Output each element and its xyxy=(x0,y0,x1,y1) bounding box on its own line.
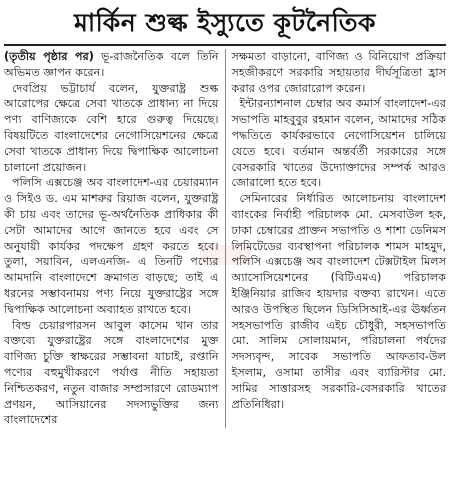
left-paragraph-2: দেবপ্রিয় ভট্টাচার্য বলেন, যুক্তরাষ্ট্র শুল্ক আরোপের ক্ষেত্রে সেবা খাতকে প্রাধান্য না দিয়ে পণ্য বাণিজ্যকে বেশি হারে গুরুত্ব দিয়েছে। বিষয়টিতে বাংলাদেশের নেগোসিয়েশনের ক্ষেত্রে সেবা খাতকে প্রাধান্য দিয়ে দ্বিপাক্ষিক আলোচনা চালানো প্রয়োজন। xyxy=(4,81,219,174)
column-divider xyxy=(225,49,226,428)
left-paragraph-3: পলিসি এক্সচেঞ্জ অব বাংলাদেশ-এর চেয়ারম্যান ও সিইও ড. এম মাশরুর রিয়াজ বলেন, যুক্তরাষ্ট্র কী চায় এবং তাদের ভূ-অর্থনৈতিক প্রাধিকার কী সেটা আমাদের আগে জানতে হবে এবং সে অনুযায়ী কার্যকর পদক্ষেপ গ্রহণ করতে হবে। তুলা, সয়াবিন, এলএনজি- এ তিনটি পণ্যের আমদানি বাংলাদেশে ক্রমাগত বাড়ছে; তাই এ ধরনের সম্ভাবনাময় পণ্য নিয়ে যুক্তরাষ্ট্রের সঙ্গে দ্বিপাক্ষিক আলোচনা অব্যাহত রাখতে হবে। xyxy=(4,176,219,316)
right-paragraph-3: সেমিনারের নির্ধারিত আলোচনায় বাংলাদেশ ব্যাংকের নির্বাহী পরিচালক মো. মেসবাউল হক, ঢাকা চেম্বারের প্রাক্তন সভাপতি ও শাশা ডেনিমস লিমিটেডের ব্যবস্থাপনা পরিচালক শামস মাহমুদ, পলিসি এক্সচেঞ্জ অব বাংলাদেশ টেক্সটাইল মিলস অ্যাসোসিয়েশনের (বিটিএমএ) পরিচালক ইঞ্জিনিয়ার রাজিব হায়দার বক্তব্য রাখেন। এতে আরও উপস্থিত ছিলেন ডিসিসিআই-এর ঊর্ধ্বতন সহসভাপতি রাজীব এইচ চৌধুরী, সহসভাপতি মো. সালিম সোলায়মান, পরিচালনা পর্ষদের সদস্যবৃন্দ, সাবেক সভাপতি আফতাব-উল ইসলাম, ওসামা তাসীর এবং ব্যারিস্টার মো. সামির সাত্তারসহ সরকারি-বেসরকারি খাতের প্রতিনিধিরা। xyxy=(231,192,447,411)
left-p1-text: ভূ-রাজনৈতিক বলে তিনি অভিমত জ্ঞাপন করেন। xyxy=(4,50,219,79)
article-columns xyxy=(4,49,446,428)
left-column xyxy=(4,49,219,428)
left-paragraph-4: বিল্ড চেয়ারপারসন আবুল কাসেম খান তার বক্তব্যে যুক্তরাষ্ট্রের সঙ্গে বাংলাদেশের মুক্ত বাণিজ্য চুক্তি স্বাক্ষরের সম্ভাবনা যাচাই, রপ্তানি পণ্যের বহুমুখীকরণে পর্যাপ্ত নীতি সহায়তা নিশ্চিতকরণ, নতুন বাজার সম্প্রসারণে রোডম্যাপ প্রণয়ন, আসিয়ানের সদস্যভুক্তির জন্য বাংলাদেশের xyxy=(4,318,219,427)
left-paragraph-1 xyxy=(4,49,219,81)
right-paragraph-1: সক্ষমতা বাড়ানো, বাণিজ্য ও বিনিয়োগ প্রক্রিয়া সহজীকরণে সরকারি সহায়তার দীর্ঘসূত্রিতা হ্রাস করার ওপর জোরারোপ করেন। xyxy=(231,50,447,95)
right-column xyxy=(232,49,447,428)
headline: মার্কিন শুল্ক ইস্যুতে কূটনৈতিক xyxy=(4,4,446,46)
continued-from-ref: (তৃতীয় পৃষ্ঠার পর) xyxy=(4,50,94,63)
right-paragraph-2: ইন্টারন্যাশনাল চেম্বার অব কমার্স বাংলাদেশ-এর সভাপতি মাহবুবুর রহমান বলেন, আমাদের সঠিক পদ্ধতিতে কার্যকরভাবে নেগোসিয়েশন চালিয়ে যেতে হবে। বর্তমান অন্তর্বর্তী সরকারের সঙ্গে বেসরকারি খাতের উদ্যোক্তাদের সম্পর্ক আরও জোরালো হতে হবে। xyxy=(231,97,447,190)
